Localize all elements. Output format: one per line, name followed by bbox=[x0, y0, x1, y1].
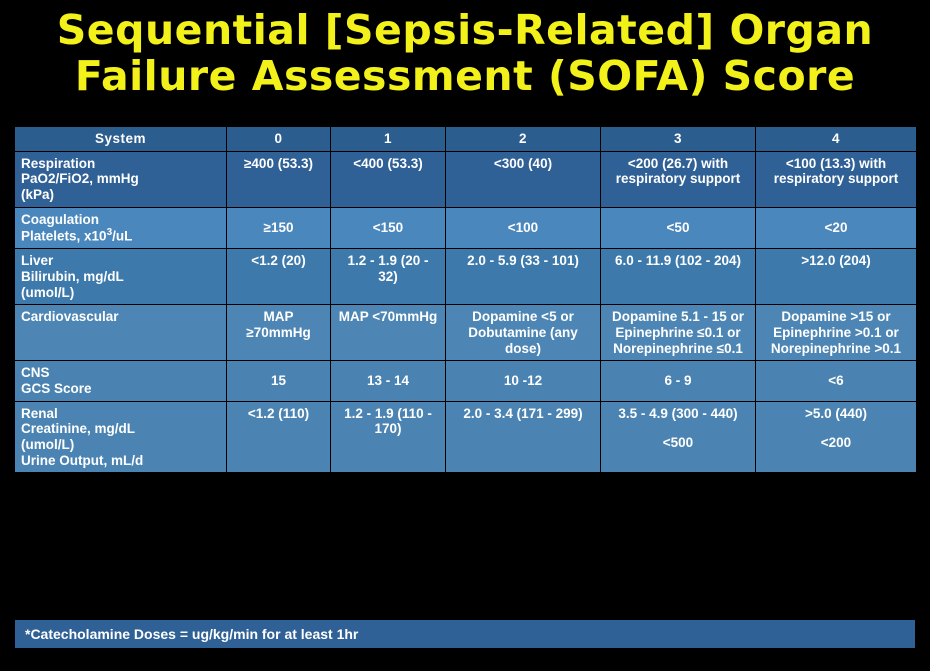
cell-renal-3-main: 3.5 - 4.9 (300 - 440) bbox=[618, 405, 738, 421]
table-row bbox=[15, 207, 917, 249]
cell-cardiovascular-0: MAP ≥70mmHg bbox=[227, 305, 331, 361]
table-row bbox=[15, 151, 917, 207]
column-header-score-3: 3 bbox=[601, 127, 756, 152]
cell-coagulation-4: <20 bbox=[756, 207, 917, 249]
cell-cardiovascular-3: Dopamine 5.1 - 15 or Epinephrine ≤0.1 or Norepinephrine ≤0.1 bbox=[601, 305, 756, 361]
row-label-line: Urine Output, mL/d bbox=[21, 452, 144, 468]
row-label-line: CNS bbox=[21, 365, 50, 381]
cell-renal-2: 2.0 - 3.4 (171 - 299) bbox=[446, 401, 601, 473]
row-label-line: Cardiovascular bbox=[21, 309, 119, 325]
row-label-line: Coagulation bbox=[21, 211, 99, 227]
row-label-line: Creatinine, mg/dL bbox=[21, 421, 136, 437]
column-header-score-2: 2 bbox=[446, 127, 601, 152]
table-header bbox=[15, 127, 917, 152]
cell-liver-4: >12.0 (204) bbox=[756, 249, 917, 305]
table-header-row bbox=[15, 127, 917, 152]
row-label-line: Respiration bbox=[21, 155, 96, 171]
cell-respiration-3: <200 (26.7) with respiratory support bbox=[601, 151, 756, 207]
cell-renal-0: <1.2 (110) bbox=[227, 401, 331, 473]
table-row bbox=[15, 401, 917, 473]
cell-liver-2: 2.0 - 5.9 (33 - 101) bbox=[446, 249, 601, 305]
cell-cardiovascular-2: Dopamine <5 or Dobutamine (any dose) bbox=[446, 305, 601, 361]
cell-cns-1: 13 - 14 bbox=[331, 361, 446, 401]
row-label-line: Liver bbox=[21, 253, 54, 269]
row-label-line: (umol/L) bbox=[21, 437, 75, 452]
column-header-system: System bbox=[15, 127, 227, 152]
cell-cns-2: 10 -12 bbox=[446, 361, 601, 401]
cell-renal-4-urine: <200 bbox=[820, 435, 852, 451]
row-label-cns bbox=[15, 361, 227, 401]
column-header-score-0: 0 bbox=[227, 127, 331, 152]
cell-respiration-4: <100 (13.3) with respiratory support bbox=[756, 151, 917, 207]
cell-liver-3: 6.0 - 11.9 (102 - 204) bbox=[601, 249, 756, 305]
cell-renal-3 bbox=[601, 401, 756, 473]
title-line-2: Failure Assessment (SOFA) Score bbox=[74, 51, 856, 100]
cell-renal-4-main: >5.0 (440) bbox=[805, 405, 867, 421]
row-label-line: (kPa) bbox=[21, 186, 55, 202]
sofa-score-table bbox=[14, 126, 917, 473]
row-label-coagulation bbox=[15, 207, 227, 249]
cell-respiration-0: ≥400 (53.3) bbox=[227, 151, 331, 207]
cell-liver-0: <1.2 (20) bbox=[227, 249, 331, 305]
table-row bbox=[15, 361, 917, 401]
table-row bbox=[15, 305, 917, 361]
cell-renal-4 bbox=[756, 401, 917, 473]
row-label-line: Bilirubin, mg/dL bbox=[21, 269, 124, 285]
row-label-respiration bbox=[15, 151, 227, 207]
row-label-line: Platelets, $x10^3/uL$ bbox=[21, 227, 133, 244]
cell-coagulation-1: <150 bbox=[331, 207, 446, 249]
cell-respiration-2: <300 (40) bbox=[446, 151, 601, 207]
cell-coagulation-3: <50 bbox=[601, 207, 756, 249]
title-line-1: Sequential [Sepsis-Related] Organ bbox=[56, 6, 874, 54]
cell-cardiovascular-4: Dopamine >15 or Epinephrine >0.1 or Norepinephrine >0.1 bbox=[756, 305, 917, 361]
cell-cns-0: 15 bbox=[227, 361, 331, 401]
cell-coagulation-0: ≥150 bbox=[227, 207, 331, 249]
row-label-cardiovascular bbox=[15, 305, 227, 361]
cell-coagulation-2: <100 bbox=[446, 207, 601, 249]
row-label-liver bbox=[15, 249, 227, 305]
row-label-line: (umol/L) bbox=[21, 284, 75, 300]
row-label-line: GCS Score bbox=[21, 381, 92, 397]
cell-respiration-1: <400 (53.3) bbox=[331, 151, 446, 207]
row-label-renal bbox=[15, 401, 227, 473]
column-header-score-1: 1 bbox=[331, 127, 446, 152]
row-label-line: Renal bbox=[21, 405, 58, 421]
footnote: *Catecholamine Doses = ug/kg/min for at least 1hr bbox=[14, 619, 916, 649]
cell-cns-3: 6 - 9 bbox=[601, 361, 756, 401]
column-header-score-4: 4 bbox=[756, 127, 917, 152]
page-title bbox=[0, 0, 930, 100]
cell-renal-1: 1.2 - 1.9 (110 - 170) bbox=[331, 401, 446, 473]
row-label-line: PaO2/FiO2, mmHg bbox=[21, 171, 139, 187]
table-row bbox=[15, 249, 917, 305]
cell-cns-4: <6 bbox=[756, 361, 917, 401]
cell-liver-1: 1.2 - 1.9 (20 - 32) bbox=[331, 249, 446, 305]
cell-renal-3-urine: <500 bbox=[662, 435, 694, 451]
cell-cardiovascular-1: MAP <70mmHg bbox=[331, 305, 446, 361]
